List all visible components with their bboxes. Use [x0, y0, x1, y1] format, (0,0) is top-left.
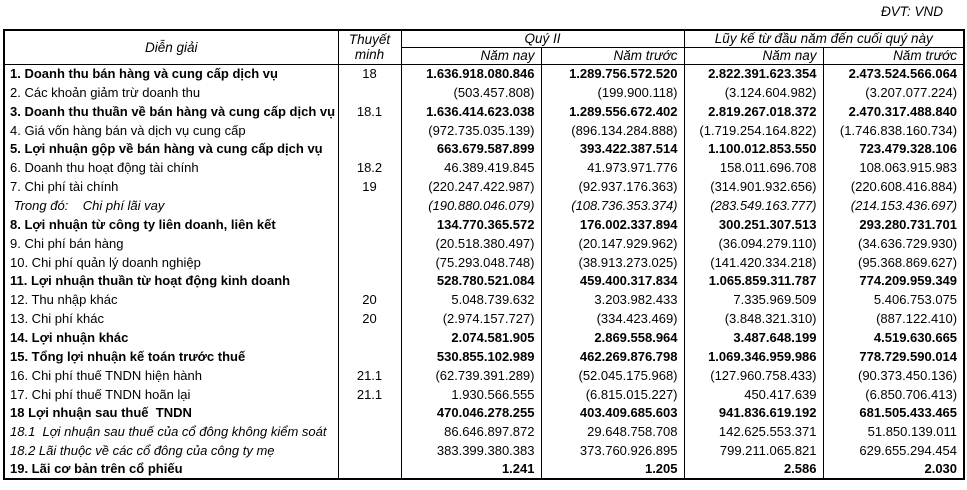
value-cell-ytd-prior-year: 2.030 — [823, 460, 964, 479]
note-cell — [338, 215, 401, 234]
row-label-cell: 8. Lợi nhuận từ công ty liên doanh, liên kết — [4, 215, 338, 234]
table-row — [4, 253, 964, 272]
value-cell-q2-this-year: 1.930.566.555 — [401, 385, 541, 404]
row-label-cell: 18.1 Lợi nhuận sau thuế của cổ đông không kiểm soát — [4, 422, 338, 441]
value-cell-ytd-this-year: 1.065.859.311.787 — [684, 271, 823, 290]
value-cell-ytd-prior-year: (95.368.869.627) — [823, 253, 964, 272]
note-cell — [338, 139, 401, 158]
value-cell-ytd-prior-year: 293.280.731.701 — [823, 215, 964, 234]
column-header-notes: Thuyết minh — [338, 30, 401, 64]
note-cell — [338, 441, 401, 460]
value-cell-ytd-this-year: 2.822.391.623.354 — [684, 64, 823, 83]
table-body — [4, 64, 964, 479]
value-cell-ytd-prior-year: 4.519.630.665 — [823, 328, 964, 347]
value-cell-q2-this-year: 528.780.521.084 — [401, 271, 541, 290]
value-cell-ytd-prior-year: (887.122.410) — [823, 309, 964, 328]
value-cell-q2-this-year: 663.679.587.899 — [401, 139, 541, 158]
column-header-q2-this-year: Năm nay — [401, 47, 541, 64]
column-header-ytd-this-year: Năm nay — [684, 47, 823, 64]
value-cell-q2-this-year: 1.636.414.623.038 — [401, 102, 541, 121]
value-cell-ytd-prior-year: (3.207.077.224) — [823, 83, 964, 102]
value-cell-ytd-prior-year: (1.746.838.160.734) — [823, 121, 964, 140]
value-cell-ytd-this-year: 2.586 — [684, 460, 823, 479]
value-cell-ytd-prior-year: 723.479.328.106 — [823, 139, 964, 158]
value-cell-q2-this-year: 5.048.739.632 — [401, 290, 541, 309]
note-cell: 20 — [338, 290, 401, 309]
value-cell-q2-prior-year: 393.422.387.514 — [541, 139, 684, 158]
value-cell-q2-this-year: (220.247.422.987) — [401, 177, 541, 196]
note-cell: 20 — [338, 309, 401, 328]
table-row — [4, 234, 964, 253]
value-cell-ytd-this-year: (283.549.163.777) — [684, 196, 823, 215]
value-cell-q2-this-year: (62.739.391.289) — [401, 366, 541, 385]
row-label-cell: 9. Chi phí bán hàng — [4, 234, 338, 253]
value-cell-ytd-this-year: 3.487.648.199 — [684, 328, 823, 347]
value-cell-q2-prior-year: (52.045.175.968) — [541, 366, 684, 385]
value-cell-q2-prior-year: 29.648.758.708 — [541, 422, 684, 441]
value-cell-ytd-this-year: (3.848.321.310) — [684, 309, 823, 328]
row-label-cell: 13. Chi phí khác — [4, 309, 338, 328]
table-row — [4, 403, 964, 422]
value-cell-q2-prior-year: (334.423.469) — [541, 309, 684, 328]
value-cell-ytd-prior-year: 778.729.590.014 — [823, 347, 964, 366]
currency-unit-label: ĐVT: VND — [880, 4, 943, 19]
row-label-cell: 6. Doanh thu hoạt động tài chính — [4, 158, 338, 177]
row-label-cell: 1. Doanh thu bán hàng và cung cấp dịch vụ — [4, 64, 338, 83]
row-label-cell: 18 Lợi nhuận sau thuế TNDN — [4, 403, 338, 422]
value-cell-q2-this-year: 530.855.102.989 — [401, 347, 541, 366]
column-header-q2-prior-year: Năm trước — [541, 47, 684, 64]
value-cell-q2-prior-year: 2.869.558.964 — [541, 328, 684, 347]
value-cell-ytd-this-year: 142.625.553.371 — [684, 422, 823, 441]
value-cell-q2-prior-year: 462.269.876.798 — [541, 347, 684, 366]
value-cell-q2-this-year: 383.399.380.383 — [401, 441, 541, 460]
value-cell-q2-prior-year: 1.289.756.572.520 — [541, 64, 684, 83]
value-cell-ytd-prior-year: (34.636.729.930) — [823, 234, 964, 253]
row-label-cell: 12. Thu nhập khác — [4, 290, 338, 309]
value-cell-q2-this-year: 46.389.419.845 — [401, 158, 541, 177]
value-cell-ytd-this-year: 1.100.012.853.550 — [684, 139, 823, 158]
row-label-cell: 5. Lợi nhuận gộp về bán hàng và cung cấp dịch vụ — [4, 139, 338, 158]
value-cell-ytd-this-year: (127.960.758.433) — [684, 366, 823, 385]
value-cell-ytd-prior-year: 108.063.915.983 — [823, 158, 964, 177]
value-cell-q2-prior-year: 459.400.317.834 — [541, 271, 684, 290]
note-cell: 18.2 — [338, 158, 401, 177]
value-cell-q2-prior-year: (92.937.176.363) — [541, 177, 684, 196]
value-cell-q2-this-year: (190.880.046.079) — [401, 196, 541, 215]
note-cell: 18 — [338, 64, 401, 83]
table-row — [4, 290, 964, 309]
note-cell — [338, 328, 401, 347]
value-cell-ytd-this-year: (141.420.334.218) — [684, 253, 823, 272]
row-label-cell: 16. Chi phí thuế TNDN hiện hành — [4, 366, 338, 385]
note-cell — [338, 196, 401, 215]
table-row — [4, 271, 964, 290]
value-cell-q2-prior-year: (6.815.015.227) — [541, 385, 684, 404]
value-cell-ytd-prior-year: (6.850.706.413) — [823, 385, 964, 404]
value-cell-ytd-this-year: (3.124.604.982) — [684, 83, 823, 102]
table-row — [4, 385, 964, 404]
value-cell-q2-this-year: (972.735.035.139) — [401, 121, 541, 140]
value-cell-q2-prior-year: (108.736.353.374) — [541, 196, 684, 215]
value-cell-ytd-this-year: 158.011.696.708 — [684, 158, 823, 177]
value-cell-ytd-this-year: 1.069.346.959.986 — [684, 347, 823, 366]
table-row — [4, 460, 964, 479]
value-cell-q2-this-year: 134.770.365.572 — [401, 215, 541, 234]
table-row — [4, 83, 964, 102]
note-cell — [338, 403, 401, 422]
value-cell-q2-this-year: 1.241 — [401, 460, 541, 479]
row-label-cell: 7. Chi phí tài chính — [4, 177, 338, 196]
column-header-description: Diễn giải — [4, 30, 338, 64]
row-label-cell: 2. Các khoản giảm trừ doanh thu — [4, 83, 338, 102]
value-cell-q2-prior-year: (199.900.118) — [541, 83, 684, 102]
value-cell-ytd-this-year: (1.719.254.164.822) — [684, 121, 823, 140]
table-row — [4, 121, 964, 140]
value-cell-q2-this-year: 470.046.278.255 — [401, 403, 541, 422]
value-cell-q2-prior-year: (896.134.284.888) — [541, 121, 684, 140]
row-label-cell: 19. Lãi cơ bản trên cổ phiếu — [4, 460, 338, 479]
table-row — [4, 422, 964, 441]
row-label-cell: Trong đó: Chi phí lãi vay — [4, 196, 338, 215]
note-cell — [338, 234, 401, 253]
row-label-cell: 3. Doanh thu thuần về bán hàng và cung cấp dịch vụ — [4, 102, 338, 121]
table-row — [4, 64, 964, 83]
table-row — [4, 309, 964, 328]
table-row — [4, 347, 964, 366]
value-cell-q2-this-year: (2.974.157.727) — [401, 309, 541, 328]
note-cell: 21.1 — [338, 385, 401, 404]
value-cell-q2-prior-year: (38.913.273.025) — [541, 253, 684, 272]
note-cell: 18.1 — [338, 102, 401, 121]
value-cell-ytd-this-year: (314.901.932.656) — [684, 177, 823, 196]
value-cell-q2-prior-year: 41.973.971.776 — [541, 158, 684, 177]
column-group-quarter-2: Quý II — [401, 30, 684, 47]
value-cell-ytd-prior-year: 5.406.753.075 — [823, 290, 964, 309]
note-cell: 21.1 — [338, 366, 401, 385]
header-row-groups — [4, 30, 964, 47]
note-cell — [338, 121, 401, 140]
table-row — [4, 158, 964, 177]
table-row — [4, 196, 964, 215]
note-cell — [338, 347, 401, 366]
value-cell-ytd-prior-year: (90.373.450.136) — [823, 366, 964, 385]
row-label-cell: 15. Tổng lợi nhuận kế toán trước thuế — [4, 347, 338, 366]
value-cell-ytd-prior-year: (214.153.436.697) — [823, 196, 964, 215]
value-cell-ytd-prior-year: 51.850.139.011 — [823, 422, 964, 441]
value-cell-ytd-prior-year: 774.209.959.349 — [823, 271, 964, 290]
note-cell: 19 — [338, 177, 401, 196]
table-row — [4, 215, 964, 234]
value-cell-ytd-this-year: 450.417.639 — [684, 385, 823, 404]
column-header-ytd-prior-year: Năm trước — [823, 47, 964, 64]
value-cell-ytd-prior-year: 681.505.433.465 — [823, 403, 964, 422]
value-cell-ytd-this-year: 300.251.307.513 — [684, 215, 823, 234]
row-label-cell: 10. Chi phí quản lý doanh nghiệp — [4, 253, 338, 272]
value-cell-ytd-this-year: 7.335.969.509 — [684, 290, 823, 309]
value-cell-ytd-prior-year: 629.655.294.454 — [823, 441, 964, 460]
value-cell-q2-prior-year: 403.409.685.603 — [541, 403, 684, 422]
value-cell-q2-prior-year: 176.002.337.894 — [541, 215, 684, 234]
note-cell — [338, 83, 401, 102]
table-row — [4, 139, 964, 158]
income-statement-table — [3, 29, 965, 480]
value-cell-q2-this-year: 2.074.581.905 — [401, 328, 541, 347]
row-label-cell: 18.2 Lãi thuộc về các cổ đông của công ty mẹ — [4, 441, 338, 460]
value-cell-q2-this-year: (75.293.048.748) — [401, 253, 541, 272]
note-cell — [338, 460, 401, 479]
column-group-ytd: Lũy kế từ đầu năm đến cuối quý này — [684, 30, 964, 47]
table-row — [4, 366, 964, 385]
row-label-cell: 17. Chi phí thuế TNDN hoãn lại — [4, 385, 338, 404]
value-cell-ytd-this-year: (36.094.279.110) — [684, 234, 823, 253]
value-cell-q2-this-year: (503.457.808) — [401, 83, 541, 102]
table-row — [4, 441, 964, 460]
note-cell — [338, 253, 401, 272]
value-cell-q2-prior-year: 373.760.926.895 — [541, 441, 684, 460]
value-cell-ytd-prior-year: (220.608.416.884) — [823, 177, 964, 196]
row-label-cell: 11. Lợi nhuận thuần từ hoạt động kinh doanh — [4, 271, 338, 290]
value-cell-q2-prior-year: 1.205 — [541, 460, 684, 479]
value-cell-ytd-prior-year: 2.473.524.566.064 — [823, 64, 964, 83]
value-cell-q2-prior-year: 3.203.982.433 — [541, 290, 684, 309]
value-cell-ytd-prior-year: 2.470.317.488.840 — [823, 102, 964, 121]
value-cell-q2-this-year: 86.646.897.872 — [401, 422, 541, 441]
note-cell — [338, 271, 401, 290]
row-label-cell: 4. Giá vốn hàng bán và dịch vụ cung cấp — [4, 121, 338, 140]
table-row — [4, 177, 964, 196]
value-cell-ytd-this-year: 941.836.619.192 — [684, 403, 823, 422]
value-cell-q2-this-year: 1.636.918.080.846 — [401, 64, 541, 83]
value-cell-ytd-this-year: 799.211.065.821 — [684, 441, 823, 460]
value-cell-q2-prior-year: (20.147.929.962) — [541, 234, 684, 253]
table-row — [4, 102, 964, 121]
note-cell — [338, 422, 401, 441]
table-header — [4, 30, 964, 64]
value-cell-q2-prior-year: 1.289.556.672.402 — [541, 102, 684, 121]
value-cell-ytd-this-year: 2.819.267.018.372 — [684, 102, 823, 121]
table-row — [4, 328, 964, 347]
value-cell-q2-this-year: (20.518.380.497) — [401, 234, 541, 253]
row-label-cell: 14. Lợi nhuận khác — [4, 328, 338, 347]
